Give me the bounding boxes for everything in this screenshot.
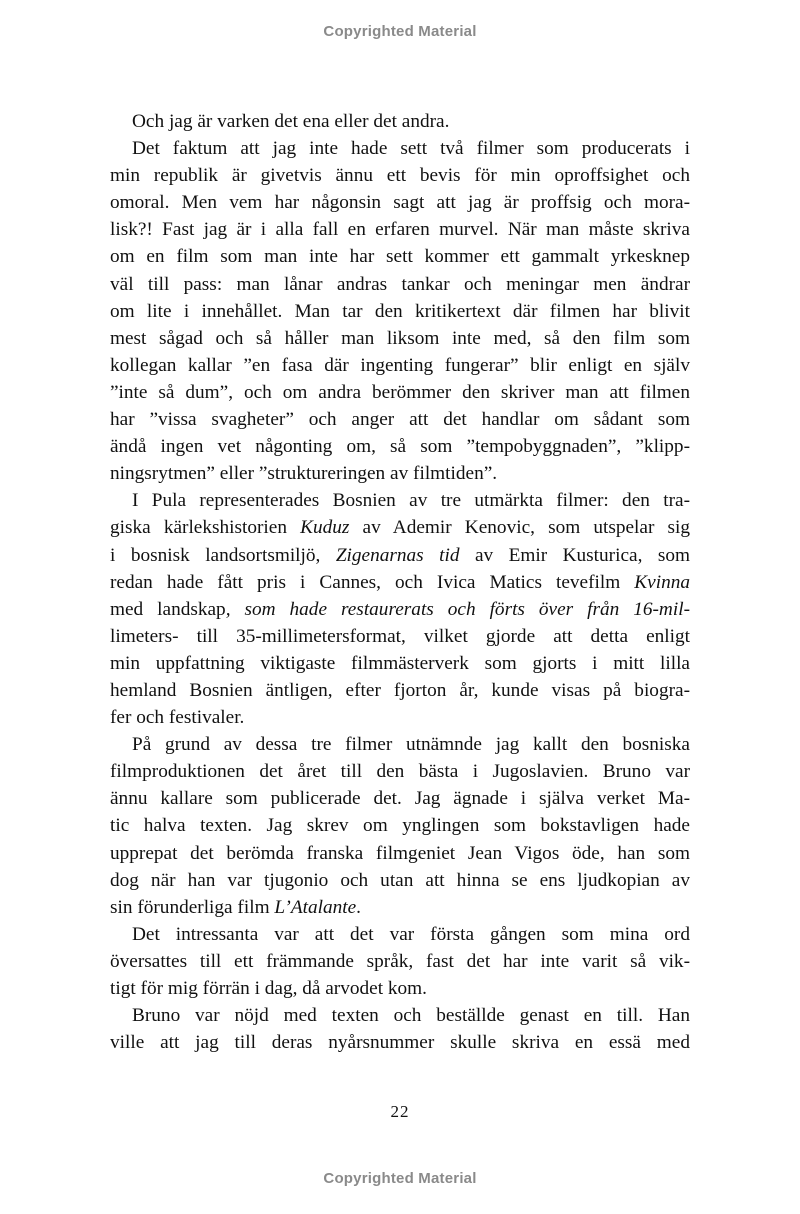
- text-line: ningsrytmen” eller ”struktureringen av filmtiden”.: [110, 463, 498, 485]
- text-line: med landskap, som hade restaurerats och förts över från 16-mil-: [110, 598, 690, 620]
- text-line: På grund av dessa tre filmer utnämnde jag kallt den bosniska: [132, 734, 690, 756]
- text-line: hemland Bosnien äntligen, efter fjorton år, kunde visas på biogra-: [110, 679, 690, 701]
- text-line: i bosnisk landsortsmiljö, Zigenarnas tid av Emir Kusturica, som: [110, 544, 690, 566]
- text-line: min republik är givetvis ännu ett bevis för min oproffsighet och: [110, 165, 690, 187]
- text-line: väl till pass: man lånar andras tankar och meningar men ändrar: [110, 273, 690, 295]
- paragraph: [110, 1002, 690, 1056]
- text-line: tigt för mig förrän i dag, då arvodet kom.: [110, 978, 427, 999]
- page-number: 22: [390, 1102, 410, 1121]
- text-line: ”inte så dum”, och om andra berömmer den skriver man att filmen: [110, 381, 690, 403]
- text-line: giska kärlekshistorien Kuduz av Ademir Kenovic, som utspelar sig: [110, 517, 690, 539]
- text-line: mest sågad och så håller man liksom inte med, så den film som: [110, 327, 690, 349]
- text-line: har ”vissa svagheter” och anger att det handlar om sådant som: [110, 409, 690, 431]
- text-line: omoral. Men vem har någonsin sagt att jag är proffsig och mora-: [110, 192, 690, 214]
- text-line: dog när han var tjugonio och utan att hinna se ens ljudkopian av: [110, 869, 690, 891]
- text-line: om lite i innehållet. Man tar den kritikertext där filmen har blivit: [110, 300, 690, 322]
- body-text: [110, 108, 690, 1056]
- italic-title: Kvinna: [634, 571, 690, 593]
- paragraph: [110, 731, 690, 921]
- italic-title: Kuduz: [300, 517, 350, 539]
- text-line: tic halva texten. Jag skrev om ynglingen som bokstavligen hade: [110, 815, 690, 837]
- text-line: Bruno var nöjd med texten och beställde genast en till. Han: [132, 1005, 690, 1027]
- italic-title: , som hade restaurerats och förts över från 16-mil-: [225, 598, 690, 620]
- text-line: om en film som man inte har sett kommer ett gammalt yrkesknep: [110, 246, 690, 268]
- paragraph: [110, 921, 690, 1002]
- text-line: min uppfattning viktigaste filmmästerverk som gjorts i mitt lilla: [110, 652, 690, 674]
- italic-title: Zigenarnas tid: [335, 544, 460, 566]
- text-line: Det faktum att jag inte hade sett två filmer som producerats i: [132, 138, 690, 160]
- text-line: lisk?! Fast jag är i alla fall en erfaren murvel. När man måste skriva: [110, 219, 690, 241]
- text-line: redan hade fått pris i Cannes, och Ivica Matics tevefilm Kvinna: [110, 571, 690, 593]
- text-line: fer och festivaler.: [110, 707, 245, 729]
- text-line: ville att jag till deras nyårsnummer skulle skriva en essä med: [110, 1032, 690, 1054]
- text-line: ännu kallare som publicerade det. Jag ägnade i själva verket Ma-: [110, 788, 690, 810]
- text-line: ändå ingen vet någonting om, så som ”tempobyggnaden”, ”klipp-: [110, 436, 690, 458]
- paragraph: [110, 487, 690, 731]
- text-line: limeters- till 35-millimetersformat, vilket gjorde att detta enligt: [110, 625, 690, 647]
- paragraph: [110, 135, 690, 487]
- text-line: sin förunderliga film L’Atalante.: [110, 896, 361, 918]
- text-line: filmproduktionen det året till den bästa i Jugoslavien. Bruno var: [110, 761, 690, 783]
- text-line: I Pula representerades Bosnien av tre utmärkta filmer: den tra-: [132, 490, 690, 512]
- italic-title: L’Atalante: [274, 896, 357, 918]
- text-line: Och jag är varken det ena eller det andra.: [132, 111, 450, 132]
- paragraph: [110, 108, 690, 135]
- text-line: översattes till ett främmande språk, fast det har inte varit så vik-: [110, 950, 690, 972]
- text-line: upprepat det berömda franska filmgeniet Jean Vigos öde, han som: [110, 842, 690, 864]
- text-line: Det intressanta var att det var första gången som mina ord: [132, 923, 690, 945]
- text-line: kollegan kallar ”en fasa där ingenting fungerar” blir enligt en själv: [110, 354, 690, 376]
- copyright-watermark-top: Copyrighted Material: [323, 23, 477, 40]
- copyright-watermark-bottom: Copyrighted Material: [323, 1170, 477, 1187]
